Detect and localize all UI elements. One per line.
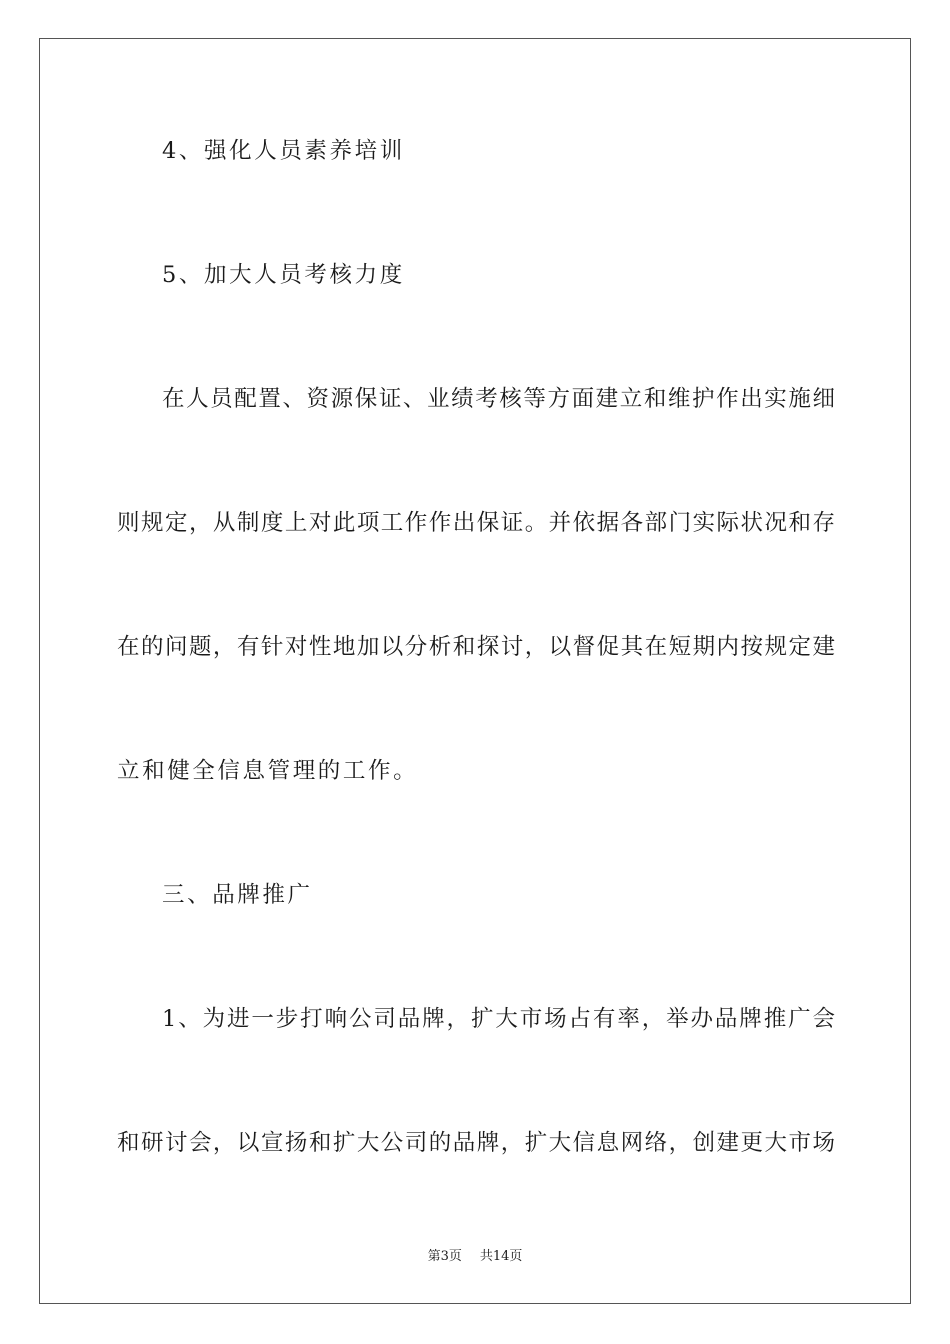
page-number: 第3页 [427, 1249, 462, 1264]
page-footer [0, 1247, 950, 1267]
list-item-4: 4、强化人员素养培训 [162, 138, 405, 164]
paragraph-line: 立和健全信息管理的工作。 [117, 758, 419, 784]
page-border [39, 38, 911, 1304]
page-total: 共14页 [479, 1249, 523, 1264]
paragraph-line: 在人员配置、资源保证、业绩考核等方面建立和维护作出实施细 [162, 386, 835, 412]
list-item-5: 5、加大人员考核力度 [162, 262, 405, 288]
paragraph-line: 和研讨会，以宣扬和扩大公司的品牌，扩大信息网络，创建更大市场 [117, 1130, 835, 1156]
paragraph-line: 则规定，从制度上对此项工作作出保证。并依据各部门实际状况和存 [117, 510, 835, 536]
paragraph-line: 1、为进一步打响公司品牌，扩大市场占有率，举办品牌推广会 [162, 1006, 835, 1032]
section-heading: 三、品牌推广 [162, 882, 313, 908]
paragraph-line: 在的问题，有针对性地加以分析和探讨，以督促其在短期内按规定建 [117, 634, 835, 660]
